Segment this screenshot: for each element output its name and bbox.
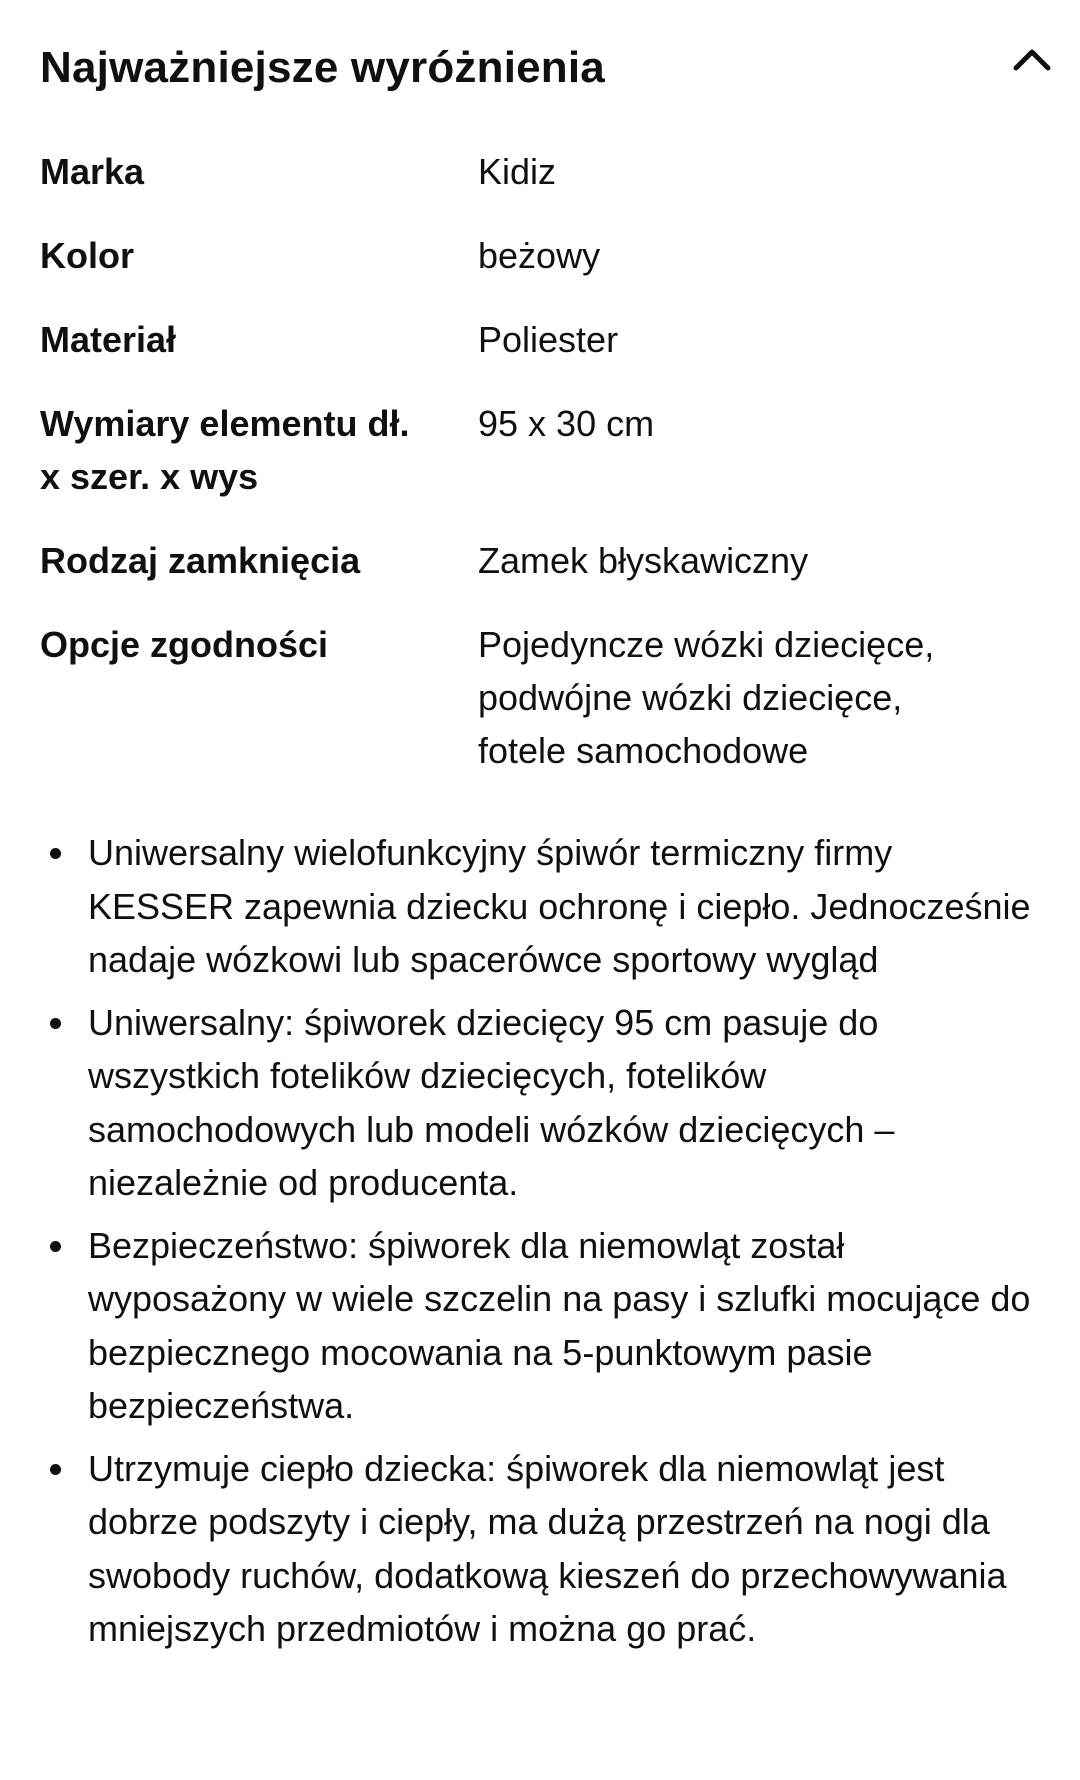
list-item [40,1442,1040,1656]
spec-label: Kolor [40,235,134,276]
spec-table [40,145,1040,808]
spec-value: Zamek błyskawiczny [478,540,809,581]
spec-value: Poliester [478,319,619,360]
list-item [40,826,1040,987]
bullet-icon [50,1464,61,1475]
spec-label: Wymiary elementu dł. x szer. x wys [40,403,410,497]
spec-value: Kidiz [478,151,557,192]
spec-value: 95 x 30 cm [478,403,655,444]
bullet-icon [50,848,61,859]
spec-label: Opcje zgodności [40,624,329,665]
spec-row-brand [40,145,1040,198]
chevron-up-icon [1000,30,1064,94]
feature-bullets [40,826,1040,1665]
list-item [40,996,1040,1210]
section-header[interactable] [40,38,1040,98]
bullet-icon [50,1018,61,1029]
spec-row-compatibility [40,618,1040,777]
spec-row-closure [40,534,1040,587]
bullet-text: Utrzymuje ciepło dziecka: śpiworek dla niemowląt jest dobrze podszyty i ciepły, ma dużą przestrzeń na nogi dla swobody ruchów, dodatkową kieszeń do przechowywania mniejszych przedmiotów i można go prać. [88,1447,1007,1649]
section-title: Najważniejsze wyróżnienia [40,43,605,92]
bullet-icon [50,1241,61,1252]
bullet-text: Uniwersalny wielofunkcyjny śpiwór termiczny firmy KESSER zapewnia dziecku ochronę i ciepło. Jednocześnie nadaje wózkowi lub spacerówce sportowy wygląd [88,832,1031,980]
spec-label: Marka [40,151,145,192]
spec-value: beżowy [478,235,601,276]
spec-label: Rodzaj zamknięcia [40,540,361,581]
spec-row-dimensions [40,397,1040,503]
bullet-text: Uniwersalny: śpiworek dziecięcy 95 cm pasuje do wszystkich fotelików dziecięcych, fotelików samochodowych lub modeli wózków dziecięcych – niezależnie od producenta. [88,1001,895,1203]
collapse-button[interactable] [1000,30,1064,94]
list-item [40,1219,1040,1433]
bullet-text: Bezpieczeństwo: śpiworek dla niemowląt został wyposażony w wiele szczelin na pasy i szlufki mocujące do bezpiecznego mocowania na 5-punktowym pasie bezpieczeństwa. [88,1224,1031,1426]
spec-row-material [40,313,1040,366]
spec-row-color [40,229,1040,282]
spec-label: Materiał [40,319,177,360]
spec-value: Pojedyncze wózki dziecięce, podwójne wózki dziecięce, fotele samochodowe [478,624,935,771]
